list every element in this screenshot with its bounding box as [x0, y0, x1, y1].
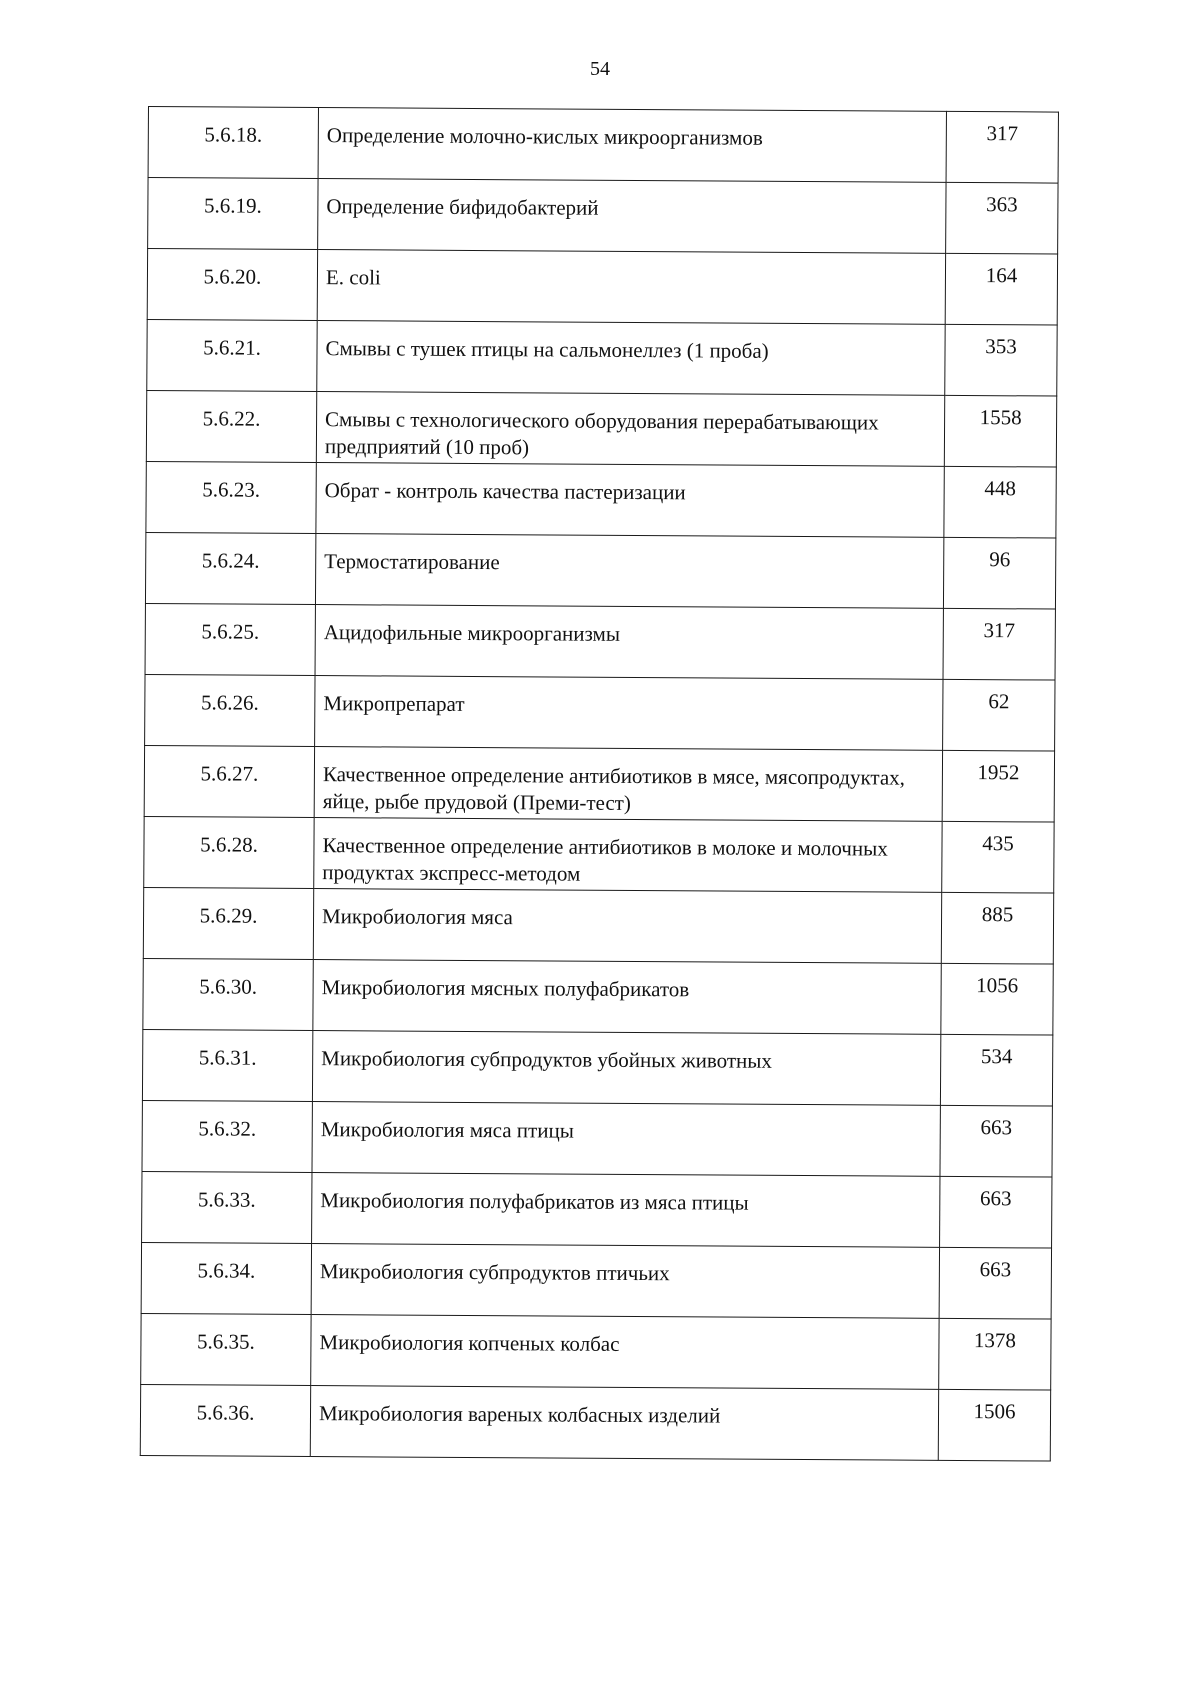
row-service-name: Микробиология субпродуктов убойных животных	[312, 1031, 940, 1106]
row-price: 663	[940, 1176, 1052, 1248]
row-price: 353	[945, 324, 1057, 396]
table-row	[145, 603, 1055, 680]
row-code: 5.6.24.	[145, 532, 315, 604]
row-service-name: Микробиология копченых колбас	[311, 1315, 939, 1390]
page-number: 54	[590, 58, 610, 80]
row-service-name: Микробиология мяса птицы	[312, 1102, 940, 1177]
row-price: 663	[939, 1247, 1051, 1319]
row-code: 5.6.19.	[148, 178, 318, 250]
row-service-name: Качественное определение антибиотиков в мясе, мясопродуктах, яйце, рыбе прудовой (Преми-тест)	[314, 747, 942, 822]
row-code: 5.6.18.	[148, 107, 318, 179]
row-service-name: Микробиология полуфабрикатов из мяса птицы	[312, 1173, 940, 1248]
row-service-name: Ацидофильные микроорганизмы	[315, 605, 943, 680]
row-code: 5.6.30.	[143, 958, 313, 1030]
row-code: 5.6.26.	[145, 674, 315, 746]
table-row	[147, 249, 1057, 326]
row-code: 5.6.33.	[142, 1171, 312, 1243]
row-price: 96	[943, 537, 1055, 609]
table-row	[142, 1100, 1052, 1177]
row-price: 663	[940, 1105, 1052, 1177]
row-code: 5.6.35.	[141, 1313, 311, 1385]
row-service-name: E. coli	[317, 250, 945, 325]
row-code: 5.6.34.	[141, 1242, 311, 1314]
row-service-name: Микробиология субпродуктов птичьих	[311, 1244, 939, 1319]
row-price: 1558	[944, 395, 1056, 467]
price-table	[140, 106, 1059, 1462]
table-row	[142, 1171, 1052, 1248]
row-service-name: Микробиология вареных колбасных изделий	[310, 1386, 938, 1461]
row-code: 5.6.36.	[140, 1384, 310, 1456]
row-price: 62	[943, 679, 1055, 751]
table-row	[147, 319, 1057, 396]
row-code: 5.6.25.	[145, 603, 315, 675]
table-row	[146, 461, 1056, 538]
row-service-name: Смывы с технологического оборудования перерабатывающих предприятий (10 проб)	[316, 392, 944, 467]
row-price: 534	[940, 1034, 1052, 1106]
row-service-name: Качественное определение антибиотиков в молоке и молочных продуктах экспресс-методом	[314, 818, 942, 893]
row-price: 363	[946, 182, 1058, 254]
row-code: 5.6.21.	[147, 319, 317, 391]
row-code: 5.6.28.	[144, 816, 314, 888]
row-price: 164	[945, 253, 1057, 325]
row-price: 317	[946, 111, 1058, 183]
row-price: 1506	[938, 1389, 1050, 1461]
table-row	[146, 390, 1056, 467]
row-code: 5.6.22.	[146, 390, 316, 462]
row-code: 5.6.23.	[146, 461, 316, 533]
row-price: 885	[941, 892, 1053, 964]
row-service-name: Определение бифидобактерий	[318, 179, 946, 254]
row-code: 5.6.29.	[143, 887, 313, 959]
table-row	[145, 674, 1055, 751]
table-row	[144, 745, 1054, 822]
row-code: 5.6.20.	[147, 249, 317, 321]
row-code: 5.6.32.	[142, 1100, 312, 1172]
table-row	[148, 178, 1058, 255]
table-row	[144, 816, 1054, 893]
table-row	[143, 958, 1053, 1035]
table-row	[141, 1242, 1051, 1319]
row-service-name: Микропрепарат	[315, 676, 943, 751]
row-service-name: Обрат - контроль качества пастеризации	[316, 463, 944, 538]
row-service-name: Определение молочно-кислых микроорганизмов	[318, 108, 946, 183]
row-service-name: Микробиология мяса	[313, 889, 941, 964]
row-price: 435	[942, 821, 1054, 893]
table-row	[145, 532, 1055, 609]
row-code: 5.6.31.	[142, 1029, 312, 1101]
row-price: 317	[943, 608, 1055, 680]
table-row	[142, 1029, 1052, 1106]
row-price: 1378	[939, 1318, 1051, 1390]
row-price: 1056	[941, 963, 1053, 1035]
table-row	[140, 1384, 1050, 1461]
row-service-name: Смывы с тушек птицы на сальмонеллез (1 проба)	[317, 321, 945, 396]
table-row	[148, 107, 1058, 184]
price-table-body	[140, 107, 1058, 1462]
row-code: 5.6.27.	[144, 745, 314, 817]
table-row	[141, 1313, 1051, 1390]
row-price: 448	[944, 466, 1056, 538]
row-price: 1952	[942, 750, 1054, 822]
row-service-name: Микробиология мясных полуфабрикатов	[313, 960, 941, 1035]
table-row	[143, 887, 1053, 964]
row-service-name: Термостатирование	[315, 534, 943, 609]
